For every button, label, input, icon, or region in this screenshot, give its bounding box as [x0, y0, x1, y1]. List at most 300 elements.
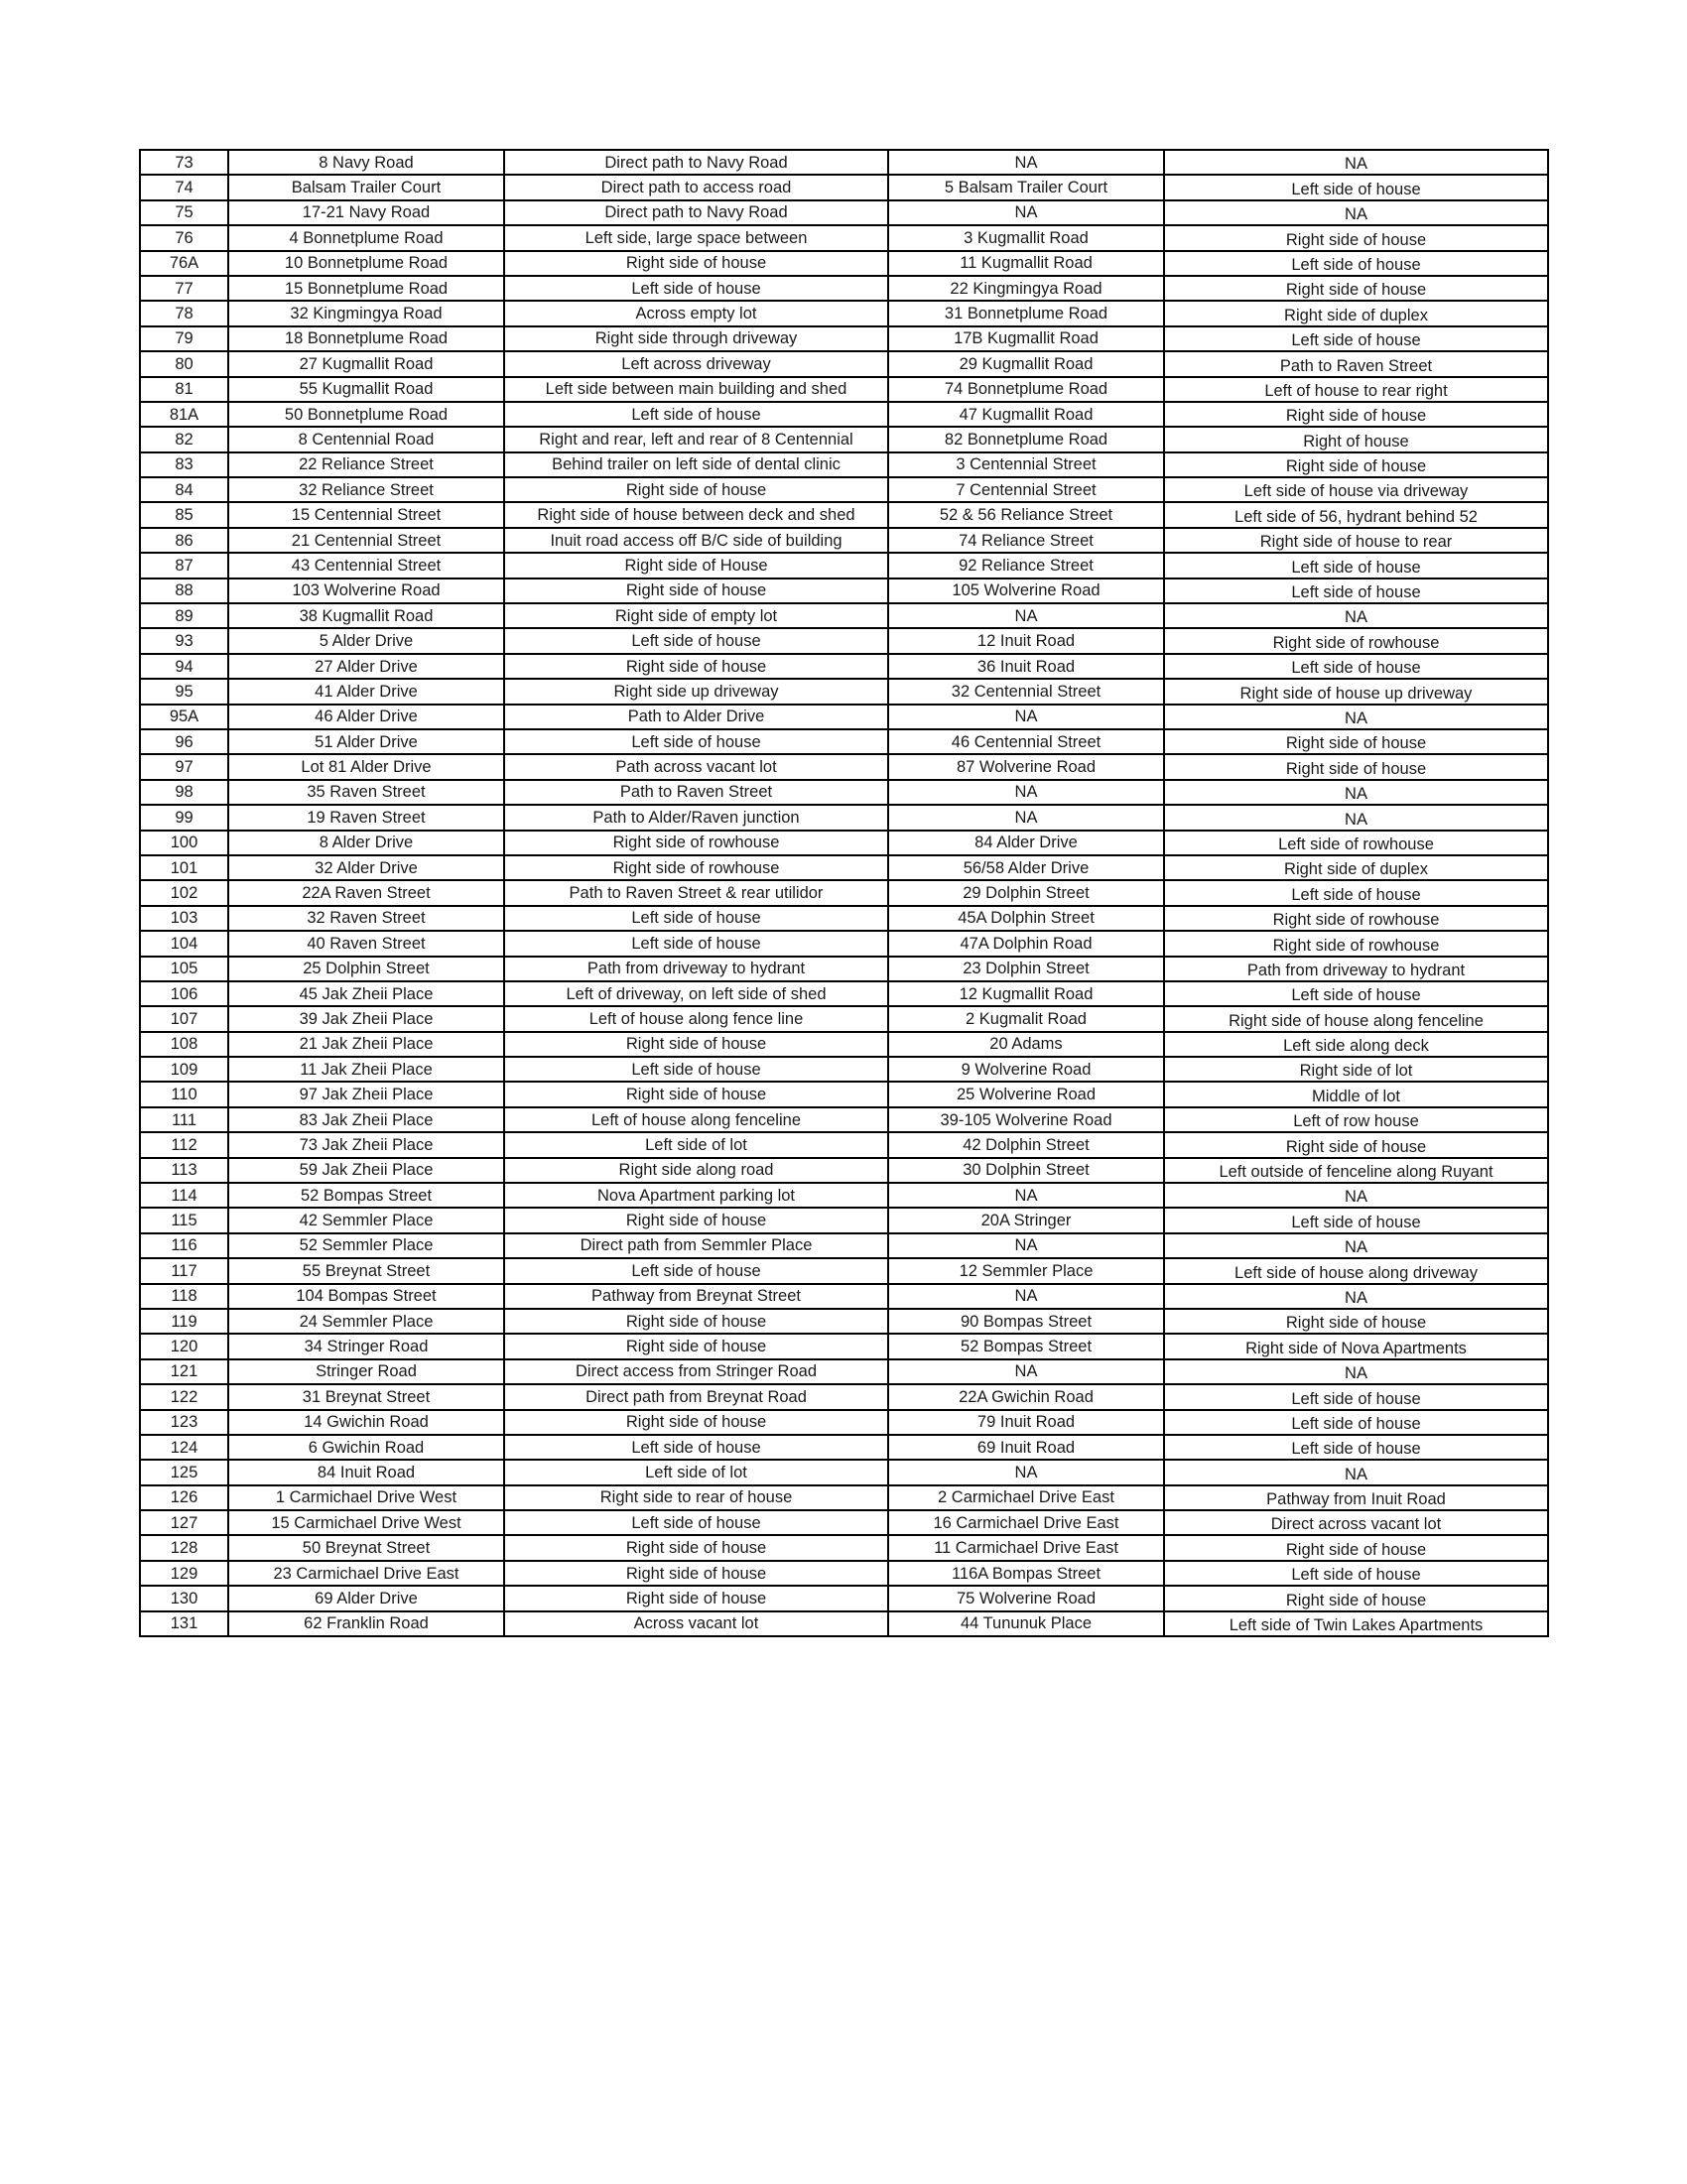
primary-address-cell: 21 Jak Zheii Place: [228, 1032, 504, 1057]
hydrant-number-cell: 85: [140, 502, 228, 527]
primary-address-cell: 69 Alder Drive: [228, 1586, 504, 1610]
table-row: [140, 705, 1548, 729]
primary-access-cell: Right side of house: [504, 578, 888, 603]
secondary-access-cell: Left side of house: [1164, 1208, 1548, 1232]
primary-address-cell: 15 Carmichael Drive West: [228, 1510, 504, 1535]
secondary-access-cell: Right side of house: [1164, 1586, 1548, 1610]
secondary-address-cell: 7 Centennial Street: [888, 477, 1164, 502]
table-row: [140, 1410, 1548, 1435]
primary-address-cell: 104 Bompas Street: [228, 1284, 504, 1309]
primary-access-cell: Left side of lot: [504, 1132, 888, 1157]
hydrant-number-cell: 114: [140, 1183, 228, 1208]
secondary-access-cell: Right side of house along fenceline: [1164, 1006, 1548, 1031]
table-row: [140, 880, 1548, 905]
table-row: [140, 603, 1548, 628]
table-row: [140, 1233, 1548, 1258]
table-row: [140, 326, 1548, 351]
primary-address-cell: 14 Gwichin Road: [228, 1410, 504, 1435]
hydrant-number-cell: 76: [140, 225, 228, 250]
secondary-access-cell: NA: [1164, 1359, 1548, 1384]
secondary-access-cell: Right side of rowhouse: [1164, 628, 1548, 653]
primary-address-cell: 55 Breynat Street: [228, 1258, 504, 1283]
table-row: [140, 276, 1548, 301]
secondary-access-cell: NA: [1164, 1183, 1548, 1208]
secondary-access-cell: Right side of house: [1164, 276, 1548, 301]
secondary-address-cell: 56/58 Alder Drive: [888, 855, 1164, 880]
secondary-access-cell: Left of row house: [1164, 1107, 1548, 1132]
secondary-access-cell: Left side of 56, hydrant behind 52: [1164, 502, 1548, 527]
primary-address-cell: 18 Bonnetplume Road: [228, 326, 504, 351]
primary-access-cell: Path to Alder/Raven junction: [504, 805, 888, 830]
hydrant-number-cell: 89: [140, 603, 228, 628]
secondary-address-cell: 9 Wolverine Road: [888, 1057, 1164, 1082]
primary-address-cell: 38 Kugmallit Road: [228, 603, 504, 628]
primary-access-cell: Left of house along fenceline: [504, 1107, 888, 1132]
primary-access-cell: Right side of house: [504, 1208, 888, 1232]
table-row: [140, 402, 1548, 427]
secondary-access-cell: Left side of house: [1164, 326, 1548, 351]
primary-access-cell: Path to Raven Street & rear utilidor: [504, 880, 888, 905]
secondary-address-cell: 46 Centennial Street: [888, 729, 1164, 754]
secondary-address-cell: NA: [888, 1359, 1164, 1384]
primary-access-cell: Inuit road access off B/C side of building: [504, 528, 888, 553]
primary-access-cell: Path from driveway to hydrant: [504, 957, 888, 981]
hydrant-number-cell: 118: [140, 1284, 228, 1309]
hydrant-number-cell: 121: [140, 1359, 228, 1384]
hydrant-number-cell: 119: [140, 1309, 228, 1334]
secondary-address-cell: 2 Carmichael Drive East: [888, 1485, 1164, 1510]
hydrant-number-cell: 81A: [140, 402, 228, 427]
primary-access-cell: Right side of rowhouse: [504, 855, 888, 880]
hydrant-number-cell: 110: [140, 1082, 228, 1106]
hydrant-number-cell: 86: [140, 528, 228, 553]
secondary-access-cell: Left side of house: [1164, 251, 1548, 276]
table-row: [140, 351, 1548, 376]
primary-access-cell: Left side of house: [504, 1510, 888, 1535]
hydrant-number-cell: 81: [140, 377, 228, 402]
secondary-access-cell: Right of house: [1164, 427, 1548, 451]
table-row: [140, 1535, 1548, 1560]
primary-address-cell: 32 Raven Street: [228, 906, 504, 931]
table-row: [140, 1132, 1548, 1157]
secondary-address-cell: 17B Kugmallit Road: [888, 326, 1164, 351]
table-row: [140, 679, 1548, 704]
hydrant-number-cell: 87: [140, 553, 228, 578]
secondary-address-cell: 22 Kingmingya Road: [888, 276, 1164, 301]
primary-access-cell: Left side of house: [504, 402, 888, 427]
table-row: [140, 377, 1548, 402]
primary-access-cell: Left side of house: [504, 1435, 888, 1460]
secondary-access-cell: NA: [1164, 1460, 1548, 1484]
primary-address-cell: 27 Alder Drive: [228, 654, 504, 679]
hydrant-number-cell: 113: [140, 1158, 228, 1183]
primary-address-cell: 17-21 Navy Road: [228, 200, 504, 225]
primary-address-cell: 103 Wolverine Road: [228, 578, 504, 603]
primary-address-cell: 32 Alder Drive: [228, 855, 504, 880]
secondary-address-cell: NA: [888, 603, 1164, 628]
table-row: [140, 452, 1548, 477]
primary-access-cell: Left of driveway, on left side of shed: [504, 981, 888, 1006]
primary-access-cell: Direct access from Stringer Road: [504, 1359, 888, 1384]
secondary-access-cell: Left side of house: [1164, 981, 1548, 1006]
secondary-address-cell: 87 Wolverine Road: [888, 754, 1164, 779]
table-row: [140, 906, 1548, 931]
table-row: [140, 1032, 1548, 1057]
secondary-address-cell: 12 Kugmallit Road: [888, 981, 1164, 1006]
hydrant-location-table: [139, 149, 1549, 1637]
secondary-access-cell: Left side of house: [1164, 880, 1548, 905]
table-row: [140, 1359, 1548, 1384]
primary-access-cell: Direct path from Semmler Place: [504, 1233, 888, 1258]
primary-address-cell: 55 Kugmallit Road: [228, 377, 504, 402]
secondary-access-cell: Right side of house: [1164, 729, 1548, 754]
secondary-access-cell: NA: [1164, 603, 1548, 628]
secondary-address-cell: 5 Balsam Trailer Court: [888, 175, 1164, 199]
secondary-access-cell: NA: [1164, 150, 1548, 175]
secondary-address-cell: 75 Wolverine Road: [888, 1586, 1164, 1610]
secondary-access-cell: Left side of house via driveway: [1164, 477, 1548, 502]
primary-address-cell: 1 Carmichael Drive West: [228, 1485, 504, 1510]
primary-access-cell: Left side of house: [504, 1258, 888, 1283]
secondary-address-cell: 30 Dolphin Street: [888, 1158, 1164, 1183]
secondary-access-cell: Right side of Nova Apartments: [1164, 1334, 1548, 1358]
primary-access-cell: Across empty lot: [504, 301, 888, 325]
secondary-address-cell: NA: [888, 1233, 1164, 1258]
table-row: [140, 1183, 1548, 1208]
table-row: [140, 1309, 1548, 1334]
primary-address-cell: 50 Bonnetplume Road: [228, 402, 504, 427]
secondary-address-cell: 12 Inuit Road: [888, 628, 1164, 653]
secondary-access-cell: Right side of house: [1164, 402, 1548, 427]
table-row: [140, 477, 1548, 502]
secondary-address-cell: NA: [888, 780, 1164, 805]
primary-access-cell: Right side of house: [504, 654, 888, 679]
table-row: [140, 805, 1548, 830]
primary-address-cell: 50 Breynat Street: [228, 1535, 504, 1560]
secondary-access-cell: Left side of rowhouse: [1164, 831, 1548, 855]
secondary-access-cell: Left side of house along driveway: [1164, 1258, 1548, 1283]
secondary-access-cell: Left side of house: [1164, 654, 1548, 679]
primary-access-cell: Left side of house: [504, 906, 888, 931]
table-row: [140, 553, 1548, 578]
secondary-access-cell: NA: [1164, 705, 1548, 729]
hydrant-number-cell: 105: [140, 957, 228, 981]
table-row: [140, 729, 1548, 754]
secondary-address-cell: 39-105 Wolverine Road: [888, 1107, 1164, 1132]
secondary-address-cell: 2 Kugmalit Road: [888, 1006, 1164, 1031]
primary-address-cell: 11 Jak Zheii Place: [228, 1057, 504, 1082]
secondary-address-cell: 44 Tununuk Place: [888, 1611, 1164, 1636]
primary-access-cell: Pathway from Breynat Street: [504, 1284, 888, 1309]
hydrant-number-cell: 108: [140, 1032, 228, 1057]
primary-access-cell: Direct path from Breynat Road: [504, 1384, 888, 1409]
hydrant-number-cell: 84: [140, 477, 228, 502]
primary-address-cell: 52 Semmler Place: [228, 1233, 504, 1258]
primary-address-cell: 21 Centennial Street: [228, 528, 504, 553]
hydrant-number-cell: 82: [140, 427, 228, 451]
primary-access-cell: Right side of house: [504, 251, 888, 276]
secondary-access-cell: Pathway from Inuit Road: [1164, 1485, 1548, 1510]
primary-address-cell: 4 Bonnetplume Road: [228, 225, 504, 250]
table-row: [140, 251, 1548, 276]
table-row: [140, 957, 1548, 981]
secondary-address-cell: NA: [888, 1460, 1164, 1484]
table-row: [140, 175, 1548, 199]
table-row: [140, 654, 1548, 679]
secondary-access-cell: NA: [1164, 1284, 1548, 1309]
primary-address-cell: 97 Jak Zheii Place: [228, 1082, 504, 1106]
hydrant-number-cell: 125: [140, 1460, 228, 1484]
primary-access-cell: Right side of house: [504, 1334, 888, 1358]
primary-address-cell: 40 Raven Street: [228, 931, 504, 956]
primary-access-cell: Path across vacant lot: [504, 754, 888, 779]
primary-access-cell: Left side of house: [504, 276, 888, 301]
hydrant-number-cell: 106: [140, 981, 228, 1006]
hydrant-number-cell: 116: [140, 1233, 228, 1258]
hydrant-number-cell: 88: [140, 578, 228, 603]
hydrant-number-cell: 104: [140, 931, 228, 956]
primary-address-cell: 6 Gwichin Road: [228, 1435, 504, 1460]
primary-address-cell: 5 Alder Drive: [228, 628, 504, 653]
hydrant-number-cell: 124: [140, 1435, 228, 1460]
hydrant-number-cell: 94: [140, 654, 228, 679]
secondary-access-cell: Right side of house: [1164, 225, 1548, 250]
primary-access-cell: Direct path to Navy Road: [504, 200, 888, 225]
table-row: [140, 1006, 1548, 1031]
primary-access-cell: Right side up driveway: [504, 679, 888, 704]
primary-address-cell: 84 Inuit Road: [228, 1460, 504, 1484]
hydrant-number-cell: 98: [140, 780, 228, 805]
table-row: [140, 754, 1548, 779]
primary-access-cell: Left of house along fence line: [504, 1006, 888, 1031]
hydrant-number-cell: 120: [140, 1334, 228, 1358]
table-row: [140, 831, 1548, 855]
secondary-access-cell: Left outside of fenceline along Ruyant: [1164, 1158, 1548, 1183]
primary-address-cell: 62 Franklin Road: [228, 1611, 504, 1636]
secondary-address-cell: 20 Adams: [888, 1032, 1164, 1057]
primary-address-cell: 41 Alder Drive: [228, 679, 504, 704]
hydrant-number-cell: 101: [140, 855, 228, 880]
primary-address-cell: 15 Centennial Street: [228, 502, 504, 527]
secondary-address-cell: NA: [888, 1183, 1164, 1208]
primary-access-cell: Right side of house: [504, 1535, 888, 1560]
table-row: [140, 981, 1548, 1006]
primary-address-cell: 34 Stringer Road: [228, 1334, 504, 1358]
hydrant-number-cell: 123: [140, 1410, 228, 1435]
secondary-address-cell: 16 Carmichael Drive East: [888, 1510, 1164, 1535]
primary-access-cell: Right and rear, left and rear of 8 Centennial: [504, 427, 888, 451]
primary-address-cell: 32 Kingmingya Road: [228, 301, 504, 325]
primary-access-cell: Right side of house: [504, 1032, 888, 1057]
primary-address-cell: Lot 81 Alder Drive: [228, 754, 504, 779]
table-row: [140, 1510, 1548, 1535]
hydrant-number-cell: 97: [140, 754, 228, 779]
primary-address-cell: Balsam Trailer Court: [228, 175, 504, 199]
hydrant-number-cell: 99: [140, 805, 228, 830]
table-row: [140, 301, 1548, 325]
secondary-address-cell: 11 Kugmallit Road: [888, 251, 1164, 276]
table-row: [140, 578, 1548, 603]
secondary-address-cell: 3 Kugmallit Road: [888, 225, 1164, 250]
table-row: [140, 502, 1548, 527]
primary-address-cell: 73 Jak Zheii Place: [228, 1132, 504, 1157]
secondary-address-cell: NA: [888, 150, 1164, 175]
primary-access-cell: Right side of house between deck and shed: [504, 502, 888, 527]
secondary-address-cell: 22A Gwichin Road: [888, 1384, 1164, 1409]
secondary-address-cell: NA: [888, 1284, 1164, 1309]
secondary-access-cell: Left side of house: [1164, 553, 1548, 578]
primary-address-cell: 31 Breynat Street: [228, 1384, 504, 1409]
hydrant-number-cell: 77: [140, 276, 228, 301]
primary-access-cell: Direct path to Navy Road: [504, 150, 888, 175]
hydrant-number-cell: 100: [140, 831, 228, 855]
primary-address-cell: 8 Alder Drive: [228, 831, 504, 855]
secondary-access-cell: Left side of house: [1164, 175, 1548, 199]
secondary-address-cell: 47 Kugmallit Road: [888, 402, 1164, 427]
primary-address-cell: 23 Carmichael Drive East: [228, 1561, 504, 1586]
secondary-address-cell: 29 Kugmallit Road: [888, 351, 1164, 376]
table-row: [140, 855, 1548, 880]
secondary-access-cell: Right side of house: [1164, 1309, 1548, 1334]
secondary-access-cell: NA: [1164, 805, 1548, 830]
primary-address-cell: Stringer Road: [228, 1359, 504, 1384]
secondary-access-cell: Middle of lot: [1164, 1082, 1548, 1106]
primary-access-cell: Right side of House: [504, 553, 888, 578]
primary-access-cell: Across vacant lot: [504, 1611, 888, 1636]
primary-address-cell: 52 Bompas Street: [228, 1183, 504, 1208]
secondary-address-cell: 90 Bompas Street: [888, 1309, 1164, 1334]
secondary-access-cell: Right side of lot: [1164, 1057, 1548, 1082]
secondary-address-cell: 45A Dolphin Street: [888, 906, 1164, 931]
secondary-access-cell: Left side of house: [1164, 1410, 1548, 1435]
table-row: [140, 1586, 1548, 1610]
secondary-access-cell: Direct across vacant lot: [1164, 1510, 1548, 1535]
hydrant-number-cell: 80: [140, 351, 228, 376]
hydrant-number-cell: 76A: [140, 251, 228, 276]
primary-access-cell: Left side, large space between: [504, 225, 888, 250]
primary-access-cell: Right side of house: [504, 1561, 888, 1586]
primary-address-cell: 10 Bonnetplume Road: [228, 251, 504, 276]
primary-access-cell: Path to Alder Drive: [504, 705, 888, 729]
hydrant-number-cell: 129: [140, 1561, 228, 1586]
hydrant-number-cell: 122: [140, 1384, 228, 1409]
primary-access-cell: Right side of house: [504, 477, 888, 502]
primary-access-cell: Right side through driveway: [504, 326, 888, 351]
hydrant-number-cell: 130: [140, 1586, 228, 1610]
primary-access-cell: Direct path to access road: [504, 175, 888, 199]
secondary-address-cell: 25 Wolverine Road: [888, 1082, 1164, 1106]
secondary-address-cell: 47A Dolphin Road: [888, 931, 1164, 956]
secondary-access-cell: Right side of house up driveway: [1164, 679, 1548, 704]
table-row: [140, 1561, 1548, 1586]
secondary-access-cell: Left side along deck: [1164, 1032, 1548, 1057]
secondary-access-cell: Path from driveway to hydrant: [1164, 957, 1548, 981]
hydrant-number-cell: 96: [140, 729, 228, 754]
hydrant-number-cell: 112: [140, 1132, 228, 1157]
primary-access-cell: Nova Apartment parking lot: [504, 1183, 888, 1208]
primary-address-cell: 42 Semmler Place: [228, 1208, 504, 1232]
secondary-address-cell: NA: [888, 200, 1164, 225]
hydrant-number-cell: 117: [140, 1258, 228, 1283]
primary-access-cell: Right side of house: [504, 1309, 888, 1334]
table-row: [140, 1082, 1548, 1106]
secondary-access-cell: Right side of rowhouse: [1164, 931, 1548, 956]
secondary-access-cell: Right side of house: [1164, 452, 1548, 477]
secondary-access-cell: Left side of house: [1164, 1384, 1548, 1409]
secondary-address-cell: 3 Centennial Street: [888, 452, 1164, 477]
secondary-address-cell: 11 Carmichael Drive East: [888, 1535, 1164, 1560]
hydrant-number-cell: 115: [140, 1208, 228, 1232]
primary-address-cell: 46 Alder Drive: [228, 705, 504, 729]
primary-access-cell: Left side of house: [504, 931, 888, 956]
primary-address-cell: 59 Jak Zheii Place: [228, 1158, 504, 1183]
table-row: [140, 628, 1548, 653]
hydrant-number-cell: 107: [140, 1006, 228, 1031]
secondary-address-cell: 36 Inuit Road: [888, 654, 1164, 679]
primary-access-cell: Behind trailer on left side of dental clinic: [504, 452, 888, 477]
table-row: [140, 1057, 1548, 1082]
hydrant-number-cell: 95: [140, 679, 228, 704]
primary-address-cell: 22A Raven Street: [228, 880, 504, 905]
table-row: [140, 1485, 1548, 1510]
hydrant-number-cell: 102: [140, 880, 228, 905]
secondary-address-cell: 31 Bonnetplume Road: [888, 301, 1164, 325]
secondary-address-cell: 52 Bompas Street: [888, 1334, 1164, 1358]
hydrant-number-cell: 111: [140, 1107, 228, 1132]
primary-access-cell: Right side of house: [504, 1586, 888, 1610]
hydrant-number-cell: 109: [140, 1057, 228, 1082]
hydrant-number-cell: 93: [140, 628, 228, 653]
primary-address-cell: 27 Kugmallit Road: [228, 351, 504, 376]
secondary-address-cell: 74 Bonnetplume Road: [888, 377, 1164, 402]
hydrant-number-cell: 126: [140, 1485, 228, 1510]
primary-address-cell: 25 Dolphin Street: [228, 957, 504, 981]
primary-address-cell: 51 Alder Drive: [228, 729, 504, 754]
primary-address-cell: 35 Raven Street: [228, 780, 504, 805]
secondary-access-cell: Path to Raven Street: [1164, 351, 1548, 376]
primary-access-cell: Right side of rowhouse: [504, 831, 888, 855]
secondary-address-cell: 52 & 56 Reliance Street: [888, 502, 1164, 527]
secondary-access-cell: Right side of duplex: [1164, 855, 1548, 880]
primary-address-cell: 8 Navy Road: [228, 150, 504, 175]
secondary-access-cell: Right side of house: [1164, 754, 1548, 779]
primary-access-cell: Left across driveway: [504, 351, 888, 376]
secondary-access-cell: Left of house to rear right: [1164, 377, 1548, 402]
hydrant-number-cell: 95A: [140, 705, 228, 729]
hydrant-number-cell: 79: [140, 326, 228, 351]
secondary-address-cell: 79 Inuit Road: [888, 1410, 1164, 1435]
hydrant-number-cell: 75: [140, 200, 228, 225]
primary-access-cell: Right side to rear of house: [504, 1485, 888, 1510]
primary-access-cell: Right side of empty lot: [504, 603, 888, 628]
primary-address-cell: 39 Jak Zheii Place: [228, 1006, 504, 1031]
hydrant-number-cell: 103: [140, 906, 228, 931]
primary-access-cell: Left side of house: [504, 729, 888, 754]
table-row: [140, 1208, 1548, 1232]
table-row: [140, 528, 1548, 553]
primary-address-cell: 24 Semmler Place: [228, 1309, 504, 1334]
table-row: [140, 931, 1548, 956]
table-row: [140, 1460, 1548, 1484]
secondary-access-cell: NA: [1164, 200, 1548, 225]
secondary-access-cell: NA: [1164, 780, 1548, 805]
secondary-address-cell: NA: [888, 805, 1164, 830]
secondary-access-cell: Right side of house: [1164, 1132, 1548, 1157]
secondary-address-cell: 12 Semmler Place: [888, 1258, 1164, 1283]
primary-access-cell: Left side of lot: [504, 1460, 888, 1484]
primary-address-cell: 45 Jak Zheii Place: [228, 981, 504, 1006]
primary-access-cell: Right side of house: [504, 1082, 888, 1106]
